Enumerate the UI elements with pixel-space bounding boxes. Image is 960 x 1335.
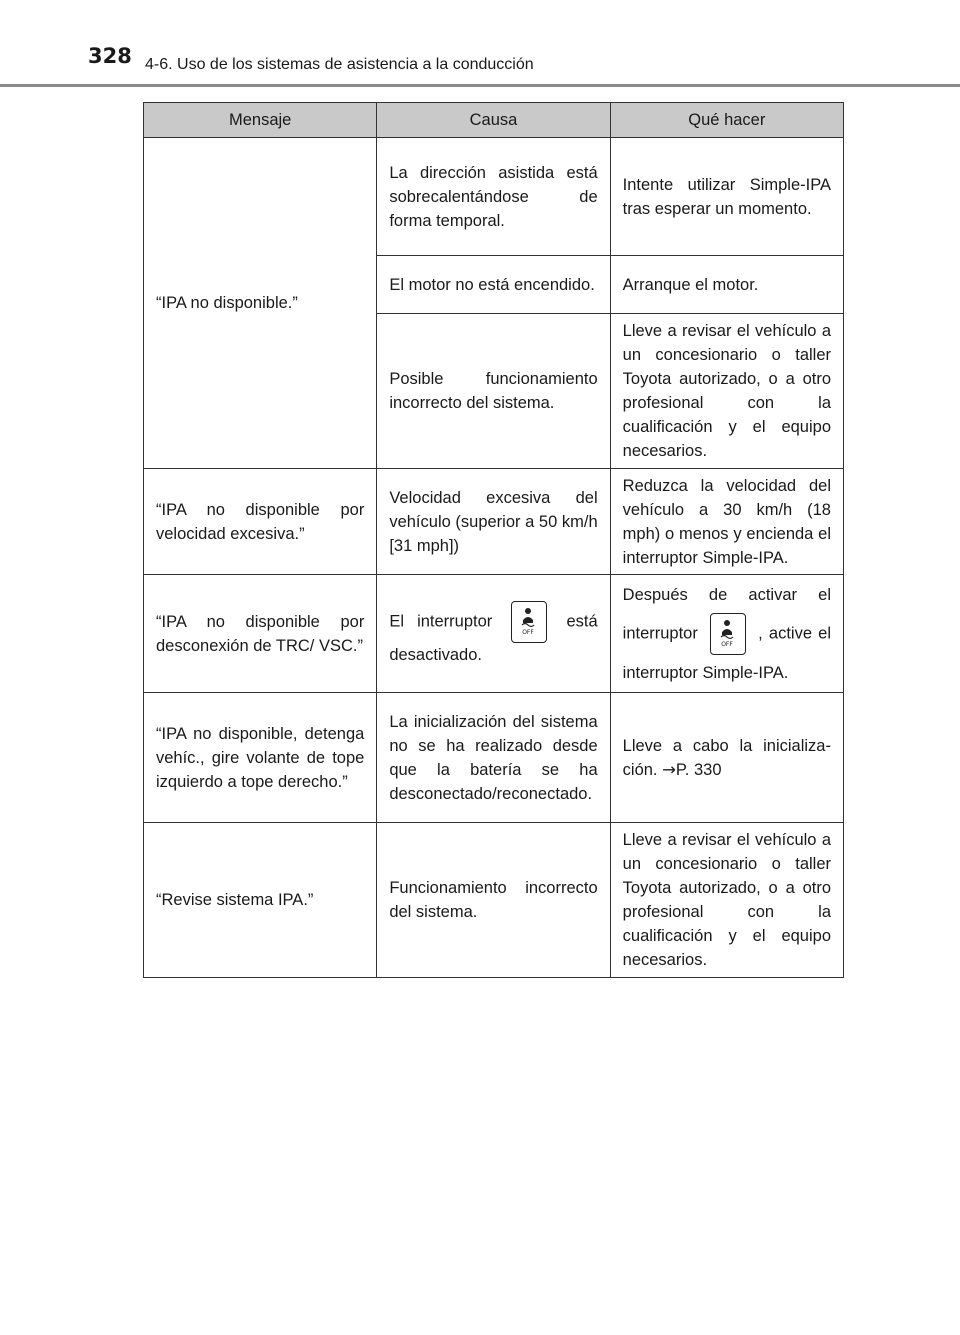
table-row (144, 823, 844, 978)
page-reference-link[interactable]: P. 330 (675, 760, 722, 779)
warning-message-table (143, 102, 844, 978)
table-row (144, 469, 844, 575)
action-text: Lleve a cabo la inicialización. (622, 736, 831, 779)
message-cell: “IPA no disponible, detenga vehíc., gire volante de tope izquierdo a tope derecho.” (144, 693, 377, 823)
section-title: 4-6. Uso de los sistemas de asistencia a la conducción (145, 56, 534, 73)
action-cell: Reduzca la velocidad del vehículo a 30 km/h (18 mph) o menos y encienda el interruptor Simple-IPA. (610, 469, 843, 575)
action-cell: Intente utilizar Simple-IPA tras esperar un momento. (610, 138, 843, 256)
cause-cell: Funcionamiento incorrecto del sistema. (377, 823, 610, 978)
cause-cell: El motor no está encendido. (377, 256, 610, 314)
svg-text:OFF: OFF (721, 640, 733, 648)
vsc-off-switch-icon (710, 613, 746, 655)
column-header-que-hacer: Qué hacer (610, 103, 843, 138)
column-header-causa: Causa (377, 103, 610, 138)
action-cell (610, 693, 843, 823)
svg-text:OFF: OFF (522, 628, 535, 636)
cause-text-start: El interruptor (389, 611, 493, 630)
action-cell: Lleve a revisar el vehículo a un concesionario o taller Toyota autorizado, o a otro profesional con la cualificación y el equipo necesarios. (610, 314, 843, 469)
table-header-row (144, 103, 844, 138)
action-cell: Lleve a revisar el vehículo a un concesionario o taller Toyota autorizado, o a otro profesional con la cualificación y el equipo necesarios. (610, 823, 843, 978)
cause-cell: La dirección asistida está sobrecalentándose de forma temporal. (377, 138, 610, 256)
page-number: 328 (88, 44, 132, 68)
table-row (144, 575, 844, 693)
cause-cell: Posible funcionamiento incorrecto del sistema. (377, 314, 610, 469)
vsc-off-switch-icon (511, 601, 547, 643)
page-header (0, 0, 960, 90)
table-row (144, 693, 844, 823)
cause-cell (377, 575, 610, 693)
header-divider (0, 84, 960, 87)
message-cell: “Revise sistema IPA.” (144, 823, 377, 978)
column-header-mensaje: Mensaje (144, 103, 377, 138)
reference-arrow-icon: → (662, 759, 676, 779)
cause-cell: Velocidad excesiva del vehículo (superior a 50 km/h [31 mph]) (377, 469, 610, 575)
action-cell (610, 575, 843, 693)
message-cell: “IPA no disponible.” (144, 138, 377, 469)
table-row (144, 138, 844, 256)
message-cell: “IPA no disponible por velocidad excesiva.” (144, 469, 377, 575)
action-cell: Arranque el motor. (610, 256, 843, 314)
cause-cell: La inicialización del sistema no se ha realizado desde que la batería se ha desconectado/reconectado. (377, 693, 610, 823)
message-cell: “IPA no disponible por desconexión de TRC/ VSC.” (144, 575, 377, 693)
action-text-start: Después de activar el interruptor (622, 585, 831, 642)
action-text-end: , active el interruptor Simple-IPA. (622, 623, 831, 682)
cause-text-end: está desactivado. (389, 611, 598, 664)
